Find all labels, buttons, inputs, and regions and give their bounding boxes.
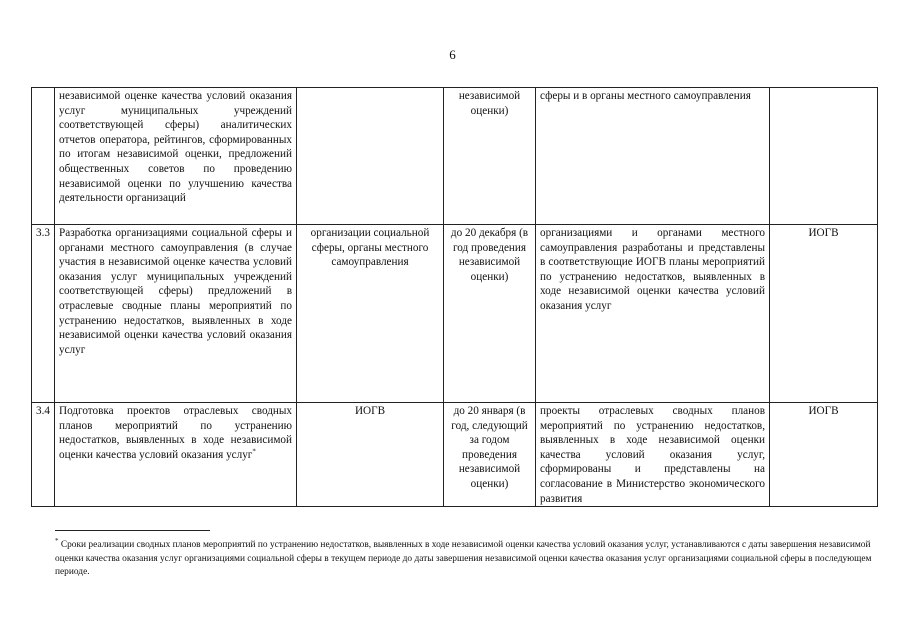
footnote-text: Сроки реализации сводных планов мероприятий по устранению недостатков, выявленных в ходе независимой оценки качества условий оказания услуг, устанавливаются с даты завершения независимой оценки качества оказания услуг организациями социальной сферы в текущем периоде до даты завершения независимой оценки качества оказания услуг организациями социальной сферы в последующем периоде. [55, 540, 872, 578]
row-number: 3.4 [32, 403, 55, 507]
action-cell [55, 403, 297, 507]
executor-cell: организации социальной сферы, органы местного самоуправления [297, 225, 444, 403]
responsible-cell [770, 88, 878, 225]
action-text: Подготовка проектов отраслевых сводных планов мероприятий по устранению недостатков, выявленных в ходе независимой оценки качества условий оказания услуг [59, 405, 292, 461]
row-number: 3.3 [32, 225, 55, 403]
result-cell: сферы и в органы местного самоуправления [536, 88, 770, 225]
footnote-separator [55, 530, 210, 531]
page-number: 6 [449, 47, 456, 62]
table-row [32, 403, 878, 507]
deadline-cell: до 20 декабря (в год проведения независимой оценки) [444, 225, 536, 403]
executor-cell [297, 88, 444, 225]
table-row [32, 225, 878, 403]
action-cell: Разработка организациями социальной сферы и органами местного самоуправления (в случае участия в независимой оценке качества условий оказания услуг муниципальных учреждений соответствующей сферы) предложений в отраслевые сводные планы мероприятий по устранению недостатков, выявленных в ходе независимой оценки качества условий оказания услуг [55, 225, 297, 403]
action-plan-table [31, 87, 878, 507]
responsible-cell: ИОГВ [770, 403, 878, 507]
footnote [55, 535, 885, 580]
deadline-cell: до 20 января (в год, следующий за годом проведения независимой оценки) [444, 403, 536, 507]
result-cell: организациями и органами местного самоуправления разработаны и представлены в соответствующие ИОГВ планы мероприятий по устранению недостатков, выявленных в ходе независимой оценки качества условий оказания услуг [536, 225, 770, 403]
table-row [32, 88, 878, 225]
footnote-reference: * [252, 447, 256, 456]
action-cell: независимой оценке качества условий оказания услуг муниципальных учреждений соответствующей сферы) аналитических отчетов оператора, рейтингов, сформированных по итогам независимой оценки, предложений общественных советов по проведению независимой оценки по улучшению качества деятельности организаций [55, 88, 297, 225]
executor-cell: ИОГВ [297, 403, 444, 507]
footnote-mark: * [55, 537, 59, 545]
row-number [32, 88, 55, 225]
result-cell: проекты отраслевых сводных планов мероприятий по устранению недостатков, выявленных в ходе независимой оценки качества условий оказания услуг, сформированы и представлены на согласование в Министерство экономического развития [536, 403, 770, 507]
responsible-cell: ИОГВ [770, 225, 878, 403]
deadline-cell: независимой оценки) [444, 88, 536, 225]
